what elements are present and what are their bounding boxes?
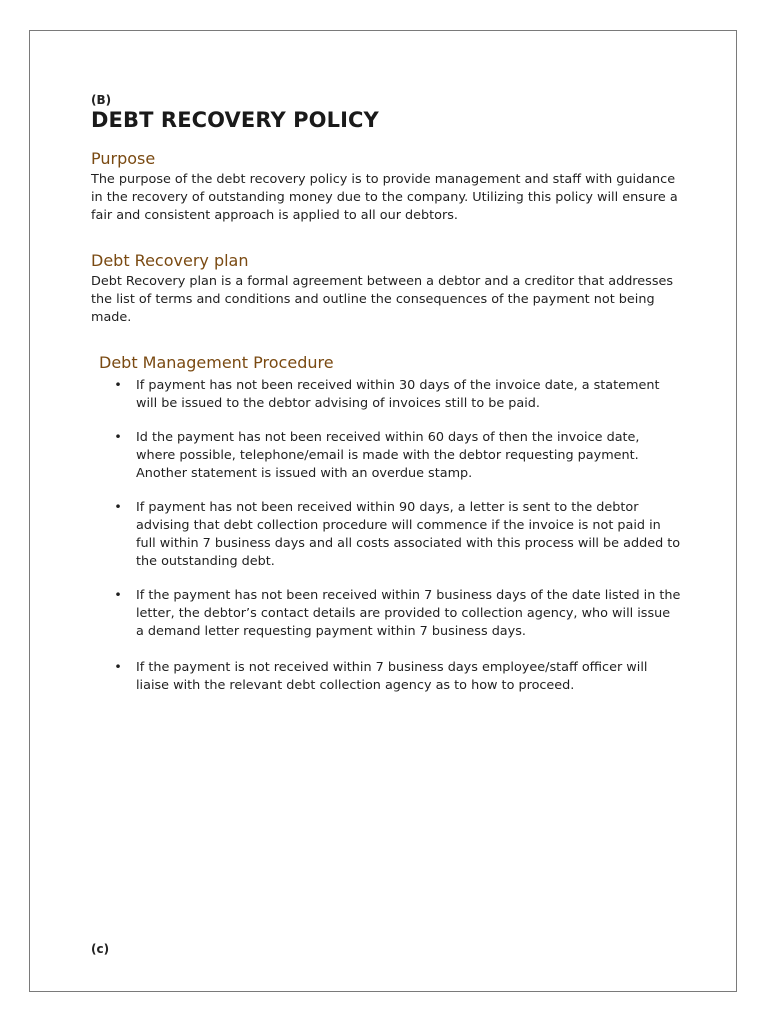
bullet-icon: • [114, 378, 122, 393]
list-item-text: If the payment has not been received within 7 business days of the date listed in the letter, the debtor’s contact details are provided to collection agency, who will issue a demand letter requesting payment within 7 business days. [136, 588, 681, 639]
section-marker: (B) [91, 93, 112, 107]
document-title: DEBT RECOVERY POLICY [91, 108, 379, 132]
list-item [91, 587, 681, 641]
list-item [91, 377, 681, 413]
document-content [91, 93, 681, 711]
list-item-text: If payment has not been received within 90 days, a letter is sent to the debtor advising that debt collection procedure will commence if the invoice is not paid in full within 7 business days and all costs associated with this process will be added to the outstanding debt. [136, 500, 681, 569]
bullet-icon: • [114, 588, 122, 603]
list-item [91, 429, 681, 483]
bullet-icon: • [114, 500, 122, 515]
list-item-text: If payment has not been received within 30 days of the invoice date, a statement will be issued to the debtor advising of invoices still to be paid. [136, 378, 660, 411]
plan-heading: Debt Recovery plan [91, 251, 249, 270]
procedure-heading: Debt Management Procedure [99, 353, 334, 372]
document-page [29, 30, 737, 992]
bullet-icon: • [114, 430, 122, 445]
purpose-heading: Purpose [91, 149, 156, 168]
list-item-text: Id the payment has not been received within 60 days of then the invoice date, where possible, telephone/email is made with the debtor requesting payment. Another statement is issued with an overdue stamp. [136, 430, 640, 481]
plan-paragraph: Debt Recovery plan is a formal agreement between a debtor and a creditor that addresses the list of terms and conditions and outline the consequences of the payment not being made. [91, 274, 674, 325]
list-item [91, 499, 681, 571]
bullet-icon: • [114, 660, 122, 675]
list-item [91, 659, 681, 695]
footer-marker: (c) [91, 942, 110, 956]
purpose-paragraph: The purpose of the debt recovery policy is to provide management and staff with guidance in the recovery of outstanding money due to the company. Utilizing this policy will ensure a fair and consistent approach is applied to all our debtors. [91, 172, 678, 223]
list-item-text: If the payment is not received within 7 business days employee/staff officer will liaise with the relevant debt collection agency as to how to proceed. [136, 660, 648, 693]
procedure-list [91, 377, 681, 695]
